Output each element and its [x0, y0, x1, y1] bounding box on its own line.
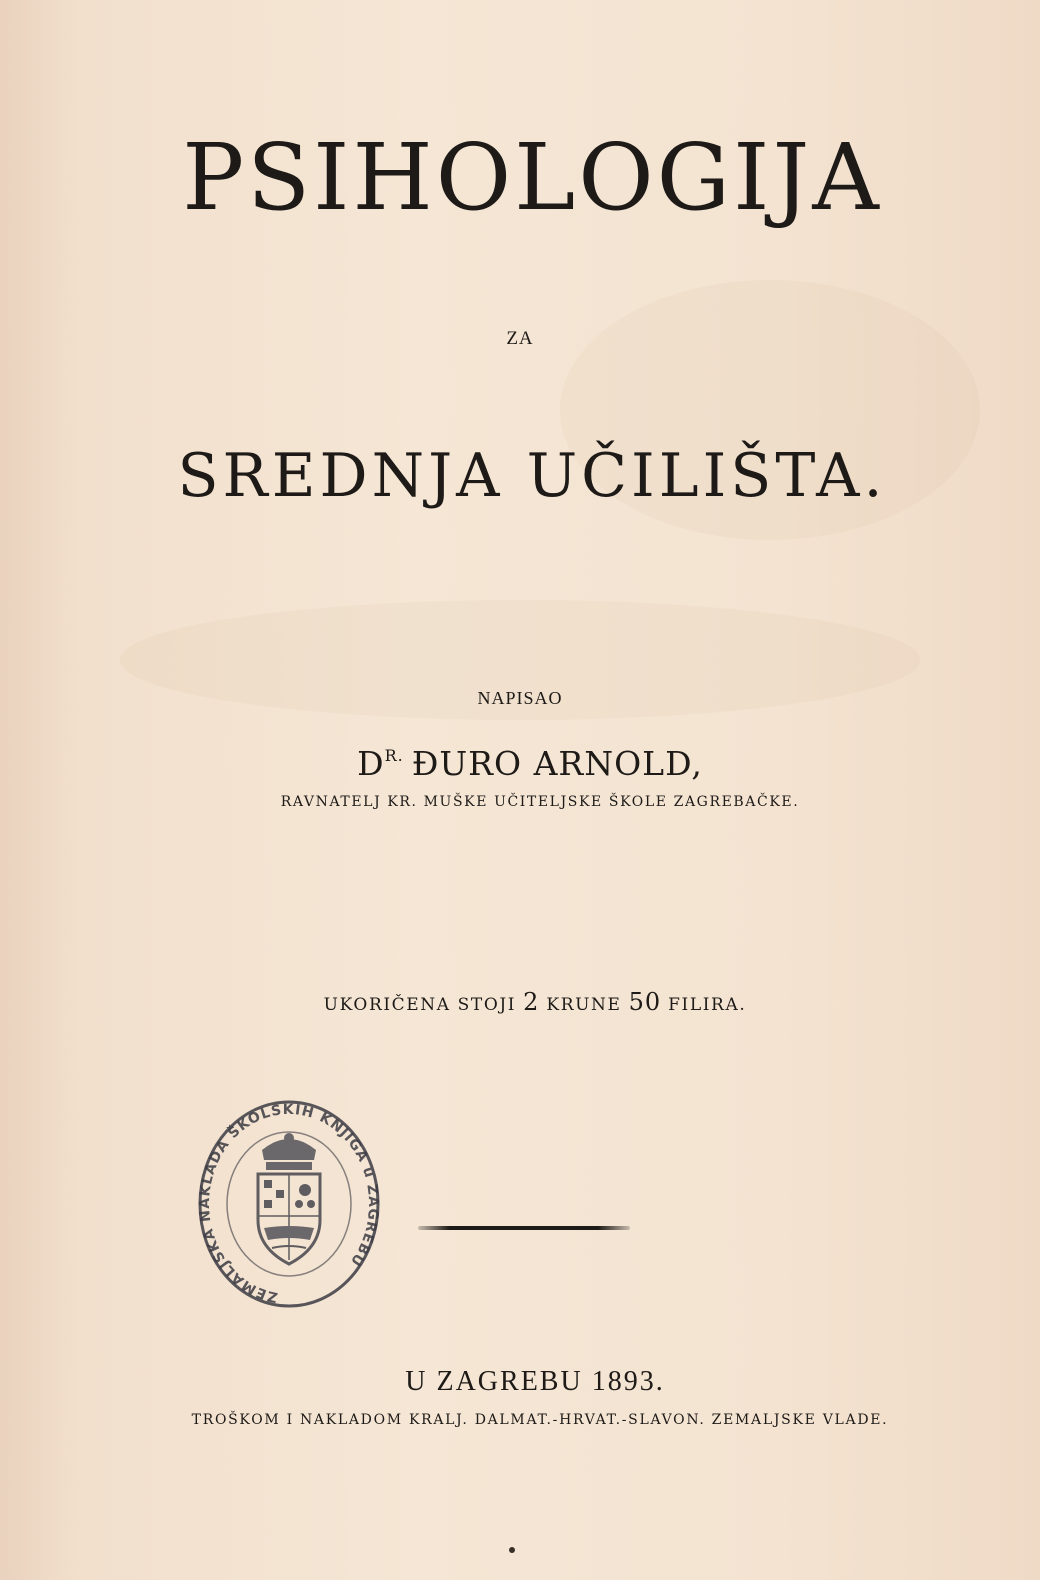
author-title-sup: R.: [384, 746, 404, 765]
ink-dot: [509, 1547, 515, 1553]
crest-icon: [258, 1133, 320, 1264]
stamp-graphic: [196, 1098, 382, 1310]
title-connector: ZA: [506, 328, 534, 349]
author-role: RAVNATELJ KR. MUŠKE UČITELJSKE ŠKOLE ZAGREBAČKE.: [280, 794, 800, 810]
author-prefix: D: [357, 744, 385, 783]
author-intro: NAPISAO: [477, 688, 563, 708]
author-line: [0, 744, 1040, 783]
decorative-rule: [418, 1226, 630, 1230]
price-number-1: 2: [523, 988, 540, 1016]
place-and-year: U ZAGREBU 1893.: [405, 1366, 665, 1397]
price-text-1: UKORIČENA STOJI: [323, 995, 517, 1015]
book-title: PSIHOLOGIJA: [182, 124, 882, 231]
stamp-text: ZEMALJSKA NAKLADA ŠKOLSKIH KNJIGA u ZAGREBU: [196, 1101, 382, 1306]
price-text-3: FILIRA.: [668, 995, 747, 1015]
publisher-line: TROŠKOM I NAKLADOM KRALJ. DALMAT.-HRVAT.-SLAVON. ZEMALJSKE VLADE.: [191, 1412, 889, 1428]
library-stamp: [196, 1098, 382, 1310]
book-subtitle: SREDNJA UČILIŠTA.: [177, 441, 887, 511]
price-number-2: 50: [628, 988, 662, 1016]
price-line: [0, 988, 1040, 1016]
author-name: ĐURO ARNOLD,: [411, 744, 703, 783]
price-text-2: KRUNE: [546, 995, 622, 1015]
